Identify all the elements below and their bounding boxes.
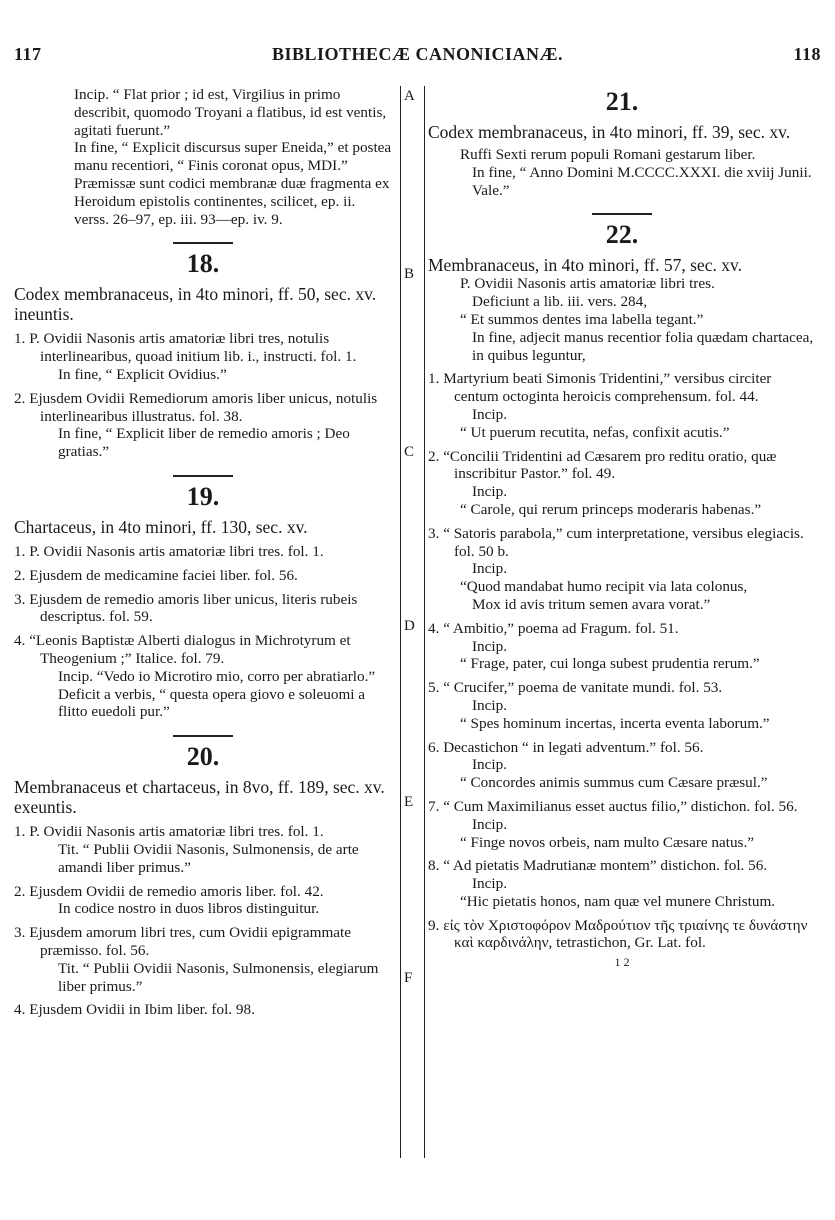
entry-22-3-verse-2: Mox id avis tritum semen avara vorat.”: [472, 595, 711, 613]
entry-22-6: 6. Decastichon “ in legati adventum.” fol. 56.: [428, 738, 704, 756]
section-number-19: 19.: [186, 481, 220, 511]
codex-description-18: Codex membranaceus, in 4to minori, ff. 50, sec. xv. ineuntis.: [14, 284, 377, 325]
margin-letter-b: B: [404, 266, 415, 282]
section-number-18: 18.: [186, 249, 220, 279]
entry-22-9: 9. εἰς τὸν Χριστοφόρον Μαδρούτιον τῆς τριαίνης τε δυνάστην καὶ καρδινάλην, tetrastichon, Gr. Lat. fol.: [428, 916, 808, 952]
codex-description-21: Codex membranaceus, in 4to minori, ff. 39, sec. xv.: [428, 122, 791, 142]
entry-20-2-note: In codice nostro in duos libros distinguitur.: [58, 900, 320, 918]
entry-21-explicit: In fine, “ Anno Domini M.CCCC.XXXI. die xviij Junii. Vale.”: [472, 163, 812, 199]
entry-20-3: 3. Ejusdem amorum libri tres, cum Ovidii epigrammate præmisso. fol. 56.: [14, 924, 352, 959]
entry-22-note: In fine, adjecit manus recentior folia quædam chartacea, in quibus leguntur,: [472, 328, 814, 364]
section-divider: [173, 242, 233, 244]
codex-description-22: Membranaceus, in 4to minori, ff. 57, sec. xv.: [428, 255, 742, 276]
margin-letter-d: D: [404, 618, 415, 634]
entry-22-1-verse: “ Ut puerum recutita, nefas, confixit acutis.”: [460, 423, 730, 441]
entry-22-5-verse: “ Spes hominum incertas, incerta eventa laborum.”: [460, 714, 770, 732]
intro-incipit: Incip. “ Flat prior ; id est, Virgilius in primo describit, quomodo Troyani a flatibus, id est ventis, agitati fuerunt.”: [74, 86, 387, 139]
signature-mark: 1 2: [614, 955, 630, 970]
running-title: BIBLIOTHECÆ CANONICIANÆ.: [271, 44, 564, 64]
page-number-left: 117: [14, 44, 42, 64]
margin-letter-e: E: [404, 794, 414, 810]
section-divider: [592, 213, 652, 215]
entry-22-8: 8. “ Ad pietatis Madrutianæ montem” distichon. fol. 56.: [428, 857, 768, 875]
left-column: [14, 86, 392, 1019]
entry-19-4-incipit: Incip. “Vedo io Microtiro mio, corro per abratiarlo.”: [58, 667, 376, 685]
codex-description-19: Chartaceus, in 4to minori, ff. 130, sec. xv.: [14, 516, 308, 537]
column-rule-left: [400, 86, 401, 1158]
section-divider: [173, 475, 233, 477]
entry-22-2: 2. “Concilii Tridentini ad Cæsarem pro reditu oratio, quæ inscribitur Pastor.” fol. 49.: [428, 447, 777, 483]
entry-19-1: 1. P. Ovidii Nasonis artis amatoriæ libri tres. fol. 1.: [14, 542, 324, 560]
entry-22-3-verse-1: “Quod mandabat humo recipit via lata colonus,: [460, 578, 748, 596]
intro-note: Præmissæ sunt codici membranæ duæ fragmenta ex Heroidum epistolis continentes, scilicet, ep. ii. verss. 26–97, ep. iii. 93—ep. iv. 9.: [74, 174, 390, 228]
intro-explicit: In fine, “ Explicit discursus super Eneida,” et postea manu recentiori, “ Finis coronat opus, MDI.”: [74, 139, 392, 175]
entry-19-3: 3. Ejusdem de remedio amoris liber unicus, literis rubeis descriptus. fol. 59.: [14, 590, 358, 626]
entry-22-8-verse: “Hic pietatis honos, nam quæ vel munere Christum.: [460, 892, 776, 910]
entry-18-2-explicit: In fine, “ Explicit liber de remedio amoris ; Deo gratias.”: [58, 425, 350, 461]
entry-19-4-deficit: Deficit a verbis, “ questa opera giovo e soleuomi a flitto euedoli pur.”: [58, 685, 366, 721]
entry-18-2: 2. Ejusdem Ovidii Remediorum amoris liber unicus, notulis interlinearibus illustratus. fol. 38.: [14, 389, 378, 425]
entry-20-4: 4. Ejusdem Ovidii in Ibim liber. fol. 98.: [14, 1001, 255, 1019]
margin-letter-f: F: [404, 970, 413, 986]
codex-description-20: Membranaceus et chartaceus, in 8vo, ff. 189, sec. xv. exeuntis.: [14, 777, 385, 818]
entry-22-3-incip: Incip.: [472, 560, 508, 578]
margin-letter-a: A: [404, 88, 415, 104]
entry-22-3: 3. “ Satoris parabola,” cum interpretatione, versibus elegiacis. fol. 50 b.: [428, 524, 804, 560]
section-number-22: 22.: [605, 220, 639, 250]
entry-22-1-incip: Incip.: [472, 405, 508, 423]
entry-19-4: 4. “Leonis Baptistæ Alberti dialogus in Michrotyrum et Theogenium ;” Italice. fol. 79.: [14, 632, 351, 667]
section-number-20: 20.: [186, 742, 220, 772]
entry-18-1: 1. P. Ovidii Nasonis artis amatoriæ libri tres, notulis interlinearibus, quoad initium lib. i., instructi. fol. 1.: [14, 330, 357, 366]
entry-22-verse: “ Et summos dentes ima labella tegant.”: [460, 310, 704, 328]
entry-21-title: Ruffi Sexti rerum populi Romani gestarum liber.: [460, 146, 756, 163]
entry-20-1: 1. P. Ovidii Nasonis artis amatoriæ libri tres. fol. 1.: [14, 823, 324, 841]
entry-22-4-incip: Incip.: [472, 637, 508, 655]
margin-letter-c: C: [404, 444, 415, 460]
entry-22-7-incip: Incip.: [472, 815, 508, 833]
entry-19-2: 2. Ejusdem de medicamine faciei liber. fol. 56.: [14, 566, 298, 584]
entry-22-6-incip: Incip.: [472, 756, 508, 774]
entry-18-1-explicit: In fine, “ Explicit Ovidius.”: [58, 365, 227, 383]
entry-22-8-incip: Incip.: [472, 875, 508, 893]
entry-22-5-incip: Incip.: [472, 696, 508, 714]
entry-22-1: 1. Martyrium beati Simonis Tridentini,” versibus circiter centum octoginta heroicis comprehensum. fol. 44.: [428, 370, 772, 406]
right-column: [428, 86, 816, 972]
page-number-right: 118: [793, 44, 821, 64]
entry-22-title: P. Ovidii Nasonis artis amatoriæ libri tres.: [460, 275, 715, 293]
entry-22-deficit: Deficiunt a lib. iii. vers. 284,: [472, 293, 648, 311]
entry-22-6-verse: “ Concordes animis summus cum Cæsare præsul.”: [460, 774, 768, 792]
section-number-21: 21.: [605, 87, 639, 116]
entry-22-7-verse: “ Finge novos orbeis, nam multo Cæsare natus.”: [460, 833, 755, 851]
entry-22-4-verse: “ Frage, pater, cui longa subest prudentia rerum.”: [460, 655, 760, 673]
entry-22-2-incip: Incip.: [472, 483, 508, 501]
entry-20-1-title: Tit. “ Publii Ovidii Nasonis, Sulmonensis, de arte amandi liber primus.”: [58, 840, 359, 876]
section-divider: [173, 735, 233, 737]
entry-20-3-title: Tit. “ Publii Ovidii Nasonis, Sulmonensis, elegiarum liber primus.”: [58, 959, 379, 995]
entry-22-7: 7. “ Cum Maximilianus esset auctus filio,” distichon. fol. 56.: [428, 797, 798, 815]
entry-20-2: 2. Ejusdem Ovidii de remedio amoris liber. fol. 42.: [14, 882, 324, 900]
page-header: [14, 44, 821, 70]
entry-22-4: 4. “ Ambitio,” poema ad Fragum. fol. 51.: [428, 619, 679, 637]
entry-22-2-verse: “ Carole, qui rerum princeps moderaris habenas.”: [460, 500, 762, 518]
column-rule-right: [424, 86, 425, 1158]
entry-22-5: 5. “ Crucifer,” poema de vanitate mundi. fol. 53.: [428, 679, 723, 697]
